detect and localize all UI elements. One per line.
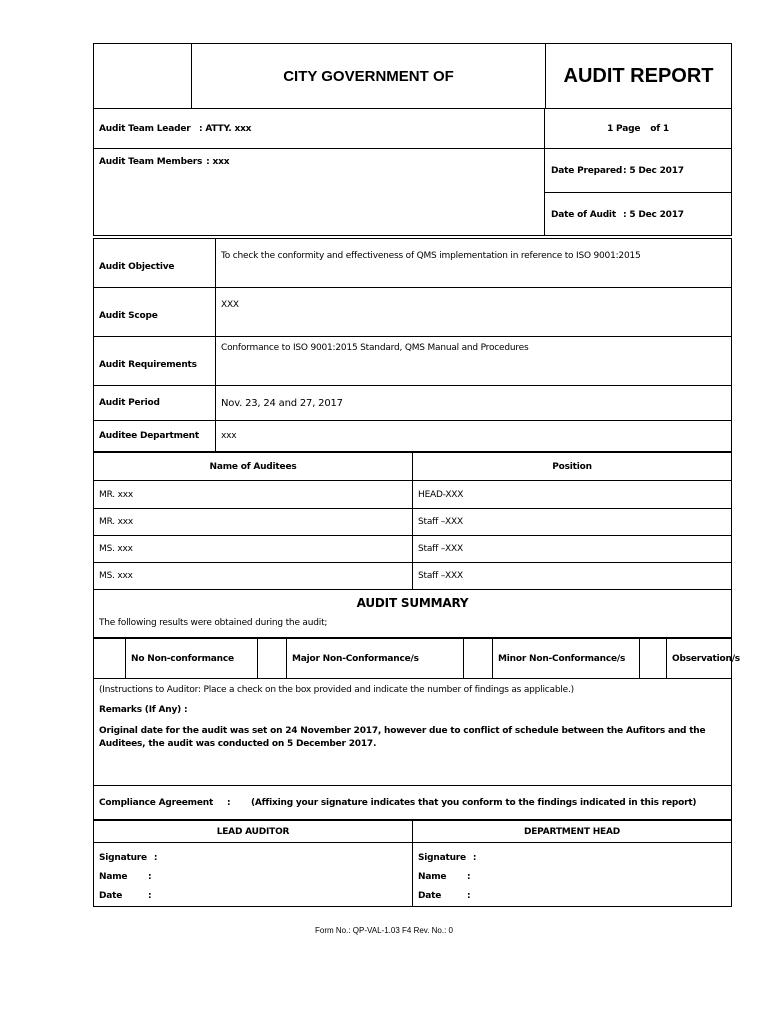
detail-value: Conformance to ISO 9001:2015 Standard, QMS Manual and Procedures (216, 337, 732, 386)
header-table (93, 43, 732, 109)
detail-value: Nov. 23, 24 and 27, 2017 (216, 386, 732, 421)
team-info (93, 109, 732, 236)
checkbox-major-nc[interactable] (258, 639, 287, 679)
date-prepared-value: : 5 Dec 2017 (623, 165, 684, 176)
colon: : (147, 891, 152, 901)
date-of-audit-label: Date of Audit (551, 209, 616, 220)
team-members-value: : xxx (206, 157, 230, 167)
checkbox-observations[interactable] (640, 639, 667, 679)
auditees-name-header: Name of Auditees (94, 453, 413, 481)
form-number-footer: Form No.: QP-VAL-1.03 F4 Rev. No.: 0 (315, 926, 453, 935)
details-table (93, 238, 732, 452)
colon: : (153, 853, 158, 863)
audit-report-form (93, 43, 740, 907)
team-leader-label: Audit Team Leader (99, 123, 191, 134)
audit-summary (93, 590, 732, 638)
option-label: Major Non-Conformance/s (287, 639, 464, 679)
detail-label: Audit Requirements (94, 337, 216, 386)
org-title: CITY GOVERNMENT OF (192, 44, 546, 109)
auditee-position: Staff –XXX (413, 563, 732, 590)
date-label: Date (418, 891, 442, 901)
name-label: Name (99, 872, 128, 882)
auditee-name: MR. xxx (94, 509, 413, 536)
detail-label: Audit Scope (94, 288, 216, 337)
auditee-name: MS. xxx (94, 563, 413, 590)
compliance-text: (Affixing your signature indicates that you conform to the findings indicated in this report) (251, 797, 697, 808)
remarks-block (93, 679, 732, 786)
summary-intro: The following results were obtained during the audit; (99, 618, 328, 628)
auditee-position: Staff –XXX (413, 509, 732, 536)
table-row (94, 563, 732, 590)
compliance-block (93, 786, 732, 820)
lead-auditor-header: LEAD AUDITOR (94, 821, 413, 843)
team-members-label: Audit Team Members (99, 157, 203, 167)
table-row (94, 481, 732, 509)
colon: : (466, 872, 471, 882)
colon: : (466, 891, 471, 901)
department-head-header: DEPARTMENT HEAD (413, 821, 732, 843)
compliance-colon: : (227, 797, 231, 808)
page-label: 1 Page (607, 123, 641, 134)
detail-label: Audit Objective (94, 239, 216, 288)
date-label: Date (99, 891, 123, 901)
team-leader-value: : ATTY. xxx (199, 123, 252, 134)
colon: : (147, 872, 152, 882)
detail-value: xxx (216, 421, 732, 452)
logo-box (94, 44, 192, 109)
table-row (94, 509, 732, 536)
option-label: Minor Non-Conformance/s (493, 639, 640, 679)
auditees-table (93, 452, 732, 590)
date-prepared-label: Date Prepared (551, 165, 623, 176)
checkbox-minor-nc[interactable] (464, 639, 493, 679)
page-of: of 1 (650, 123, 669, 134)
auditee-name: MR. xxx (94, 481, 413, 509)
summary-title: AUDIT SUMMARY (356, 596, 469, 610)
detail-label: Audit Period (94, 386, 216, 421)
signature-label: Signature (418, 853, 466, 863)
detail-value: XXX (216, 288, 732, 337)
signature-table (93, 820, 732, 907)
auditee-position: HEAD-XXX (413, 481, 732, 509)
summary-options (93, 638, 740, 679)
checkbox-no-nc[interactable] (94, 639, 126, 679)
team-right (545, 109, 731, 235)
option-label: Observation/s (667, 639, 732, 679)
colon: : (472, 853, 477, 863)
remarks-label: Remarks (If Any) : (99, 705, 188, 715)
signature-label: Signature (99, 853, 147, 863)
option-label: No Non-conformance (126, 639, 258, 679)
detail-value: To check the conformity and effectiveness of QMS implementation in reference to ISO 9001:2015 (216, 239, 732, 288)
date-of-audit-value: : 5 Dec 2017 (623, 209, 684, 220)
lead-auditor-signature-area (94, 843, 413, 907)
detail-label: Auditee Department (94, 421, 216, 452)
name-label: Name (418, 872, 447, 882)
compliance-label: Compliance Agreement (99, 797, 214, 808)
table-row (94, 536, 732, 563)
auditee-position: Staff –XXX (413, 536, 732, 563)
auditee-name: MS. xxx (94, 536, 413, 563)
report-title: AUDIT REPORT (546, 44, 732, 109)
department-head-signature-area (413, 843, 732, 907)
remarks-text: Original date for the audit was set on 24 November 2017, however due to conflict of schedule between the Aufitors and the Auditees, the audit was conducted on 5 December 2017. (99, 726, 706, 749)
auditees-position-header: Position (413, 453, 732, 481)
instructions: (Instructions to Auditor: Place a check on the box provided and indicate the number of findings as applicable.) (99, 685, 574, 695)
team-left (94, 109, 545, 235)
